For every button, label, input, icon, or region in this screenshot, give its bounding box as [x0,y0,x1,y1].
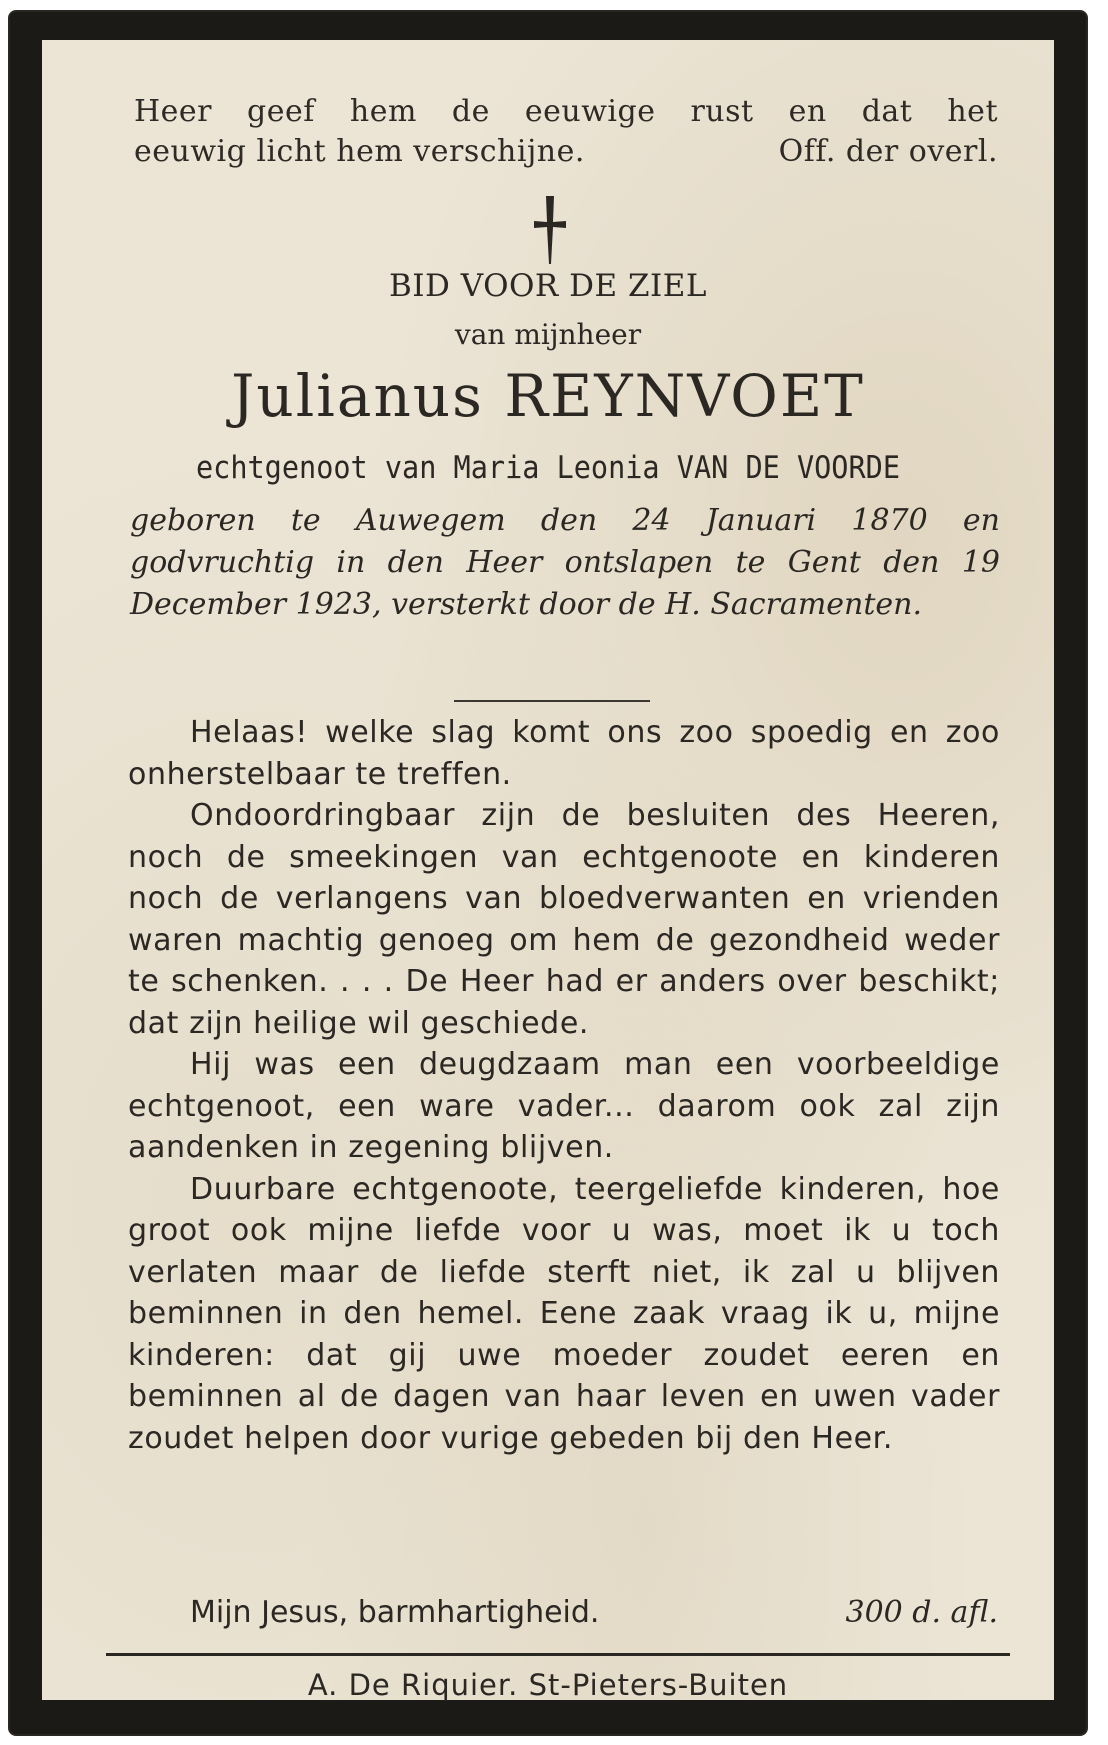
paragraph: Helaas! welke slag komt ons zoo spoedig en zoo onherstelbaar te treffen. [128,715,1000,792]
memorial-text [128,712,1000,1459]
printer-imprint: A. De Riquier. St-Pieters-Buiten [307,1668,789,1702]
verse-line-2 [134,132,998,172]
verse-line-2-text: eeuwig licht hem verschijne. [134,134,585,169]
birth-death-text: geboren te Auwegem den 24 Januari 1870 en godvruchtig in den Heer ontslapen te Gent den 19 December 1923, versterkt door de H. Sacramenten. [130,503,1000,622]
card-paper [42,40,1054,1700]
cross-icon [510,190,590,270]
closing-line [190,1595,998,1630]
prayer-heading: BID VOOR DE ZIEL [389,268,707,304]
paragraph: Hij was een deugdzaam man een voorbeeldige echtgenoot, een ware vader... daarom ook zal zijn aandenken in zegening blijven. [128,1047,1000,1165]
divider [454,700,650,702]
spouse-line: echtgenoot van Maria Leonia VAN DE VOORDE [195,450,901,486]
paragraph: Duurbare echtgenoote, teergeliefde kinderen, hoe groot ook mijne liefde voor u was, moet ik u toch verlaten maar de liefde sterft niet, ik zal u blijven beminnen in den hemel. Eene zaak vraag ik u, mijne kinderen: dat gij uwe moeder zoudet eeren en beminnen al de dagen van haar leven en uwen vader zoudet helpen door vurige gebeden bij den Heer. [128,1171,1000,1456]
verse-line-1: Heer geef hem de eeuwige rust en dat het [134,94,998,129]
paragraph: Ondoordringbaar zijn de besluiten des Heeren, noch de smeekingen van echtgenoote en kinderen noch de verlangens van bloedverwanten en vrienden waren machtig genoeg om hem de gezondheid weder te schenken. . . . De Heer had er anders over beschikt; dat zijn heilige wil geschiede. [128,798,1000,1041]
opening-verse [134,92,998,172]
bottom-divider [106,1653,1010,1656]
indulgence-note: 300 d. afl. [845,1595,998,1630]
memorial-card [10,12,1086,1734]
verse-source: Off. der overl. [778,134,998,169]
title-line: van mijnheer [454,318,642,351]
closing-prayer: Mijn Jesus, barmhartigheid. [190,1595,600,1630]
deceased-name: Julianus REYNVOET [231,362,865,430]
